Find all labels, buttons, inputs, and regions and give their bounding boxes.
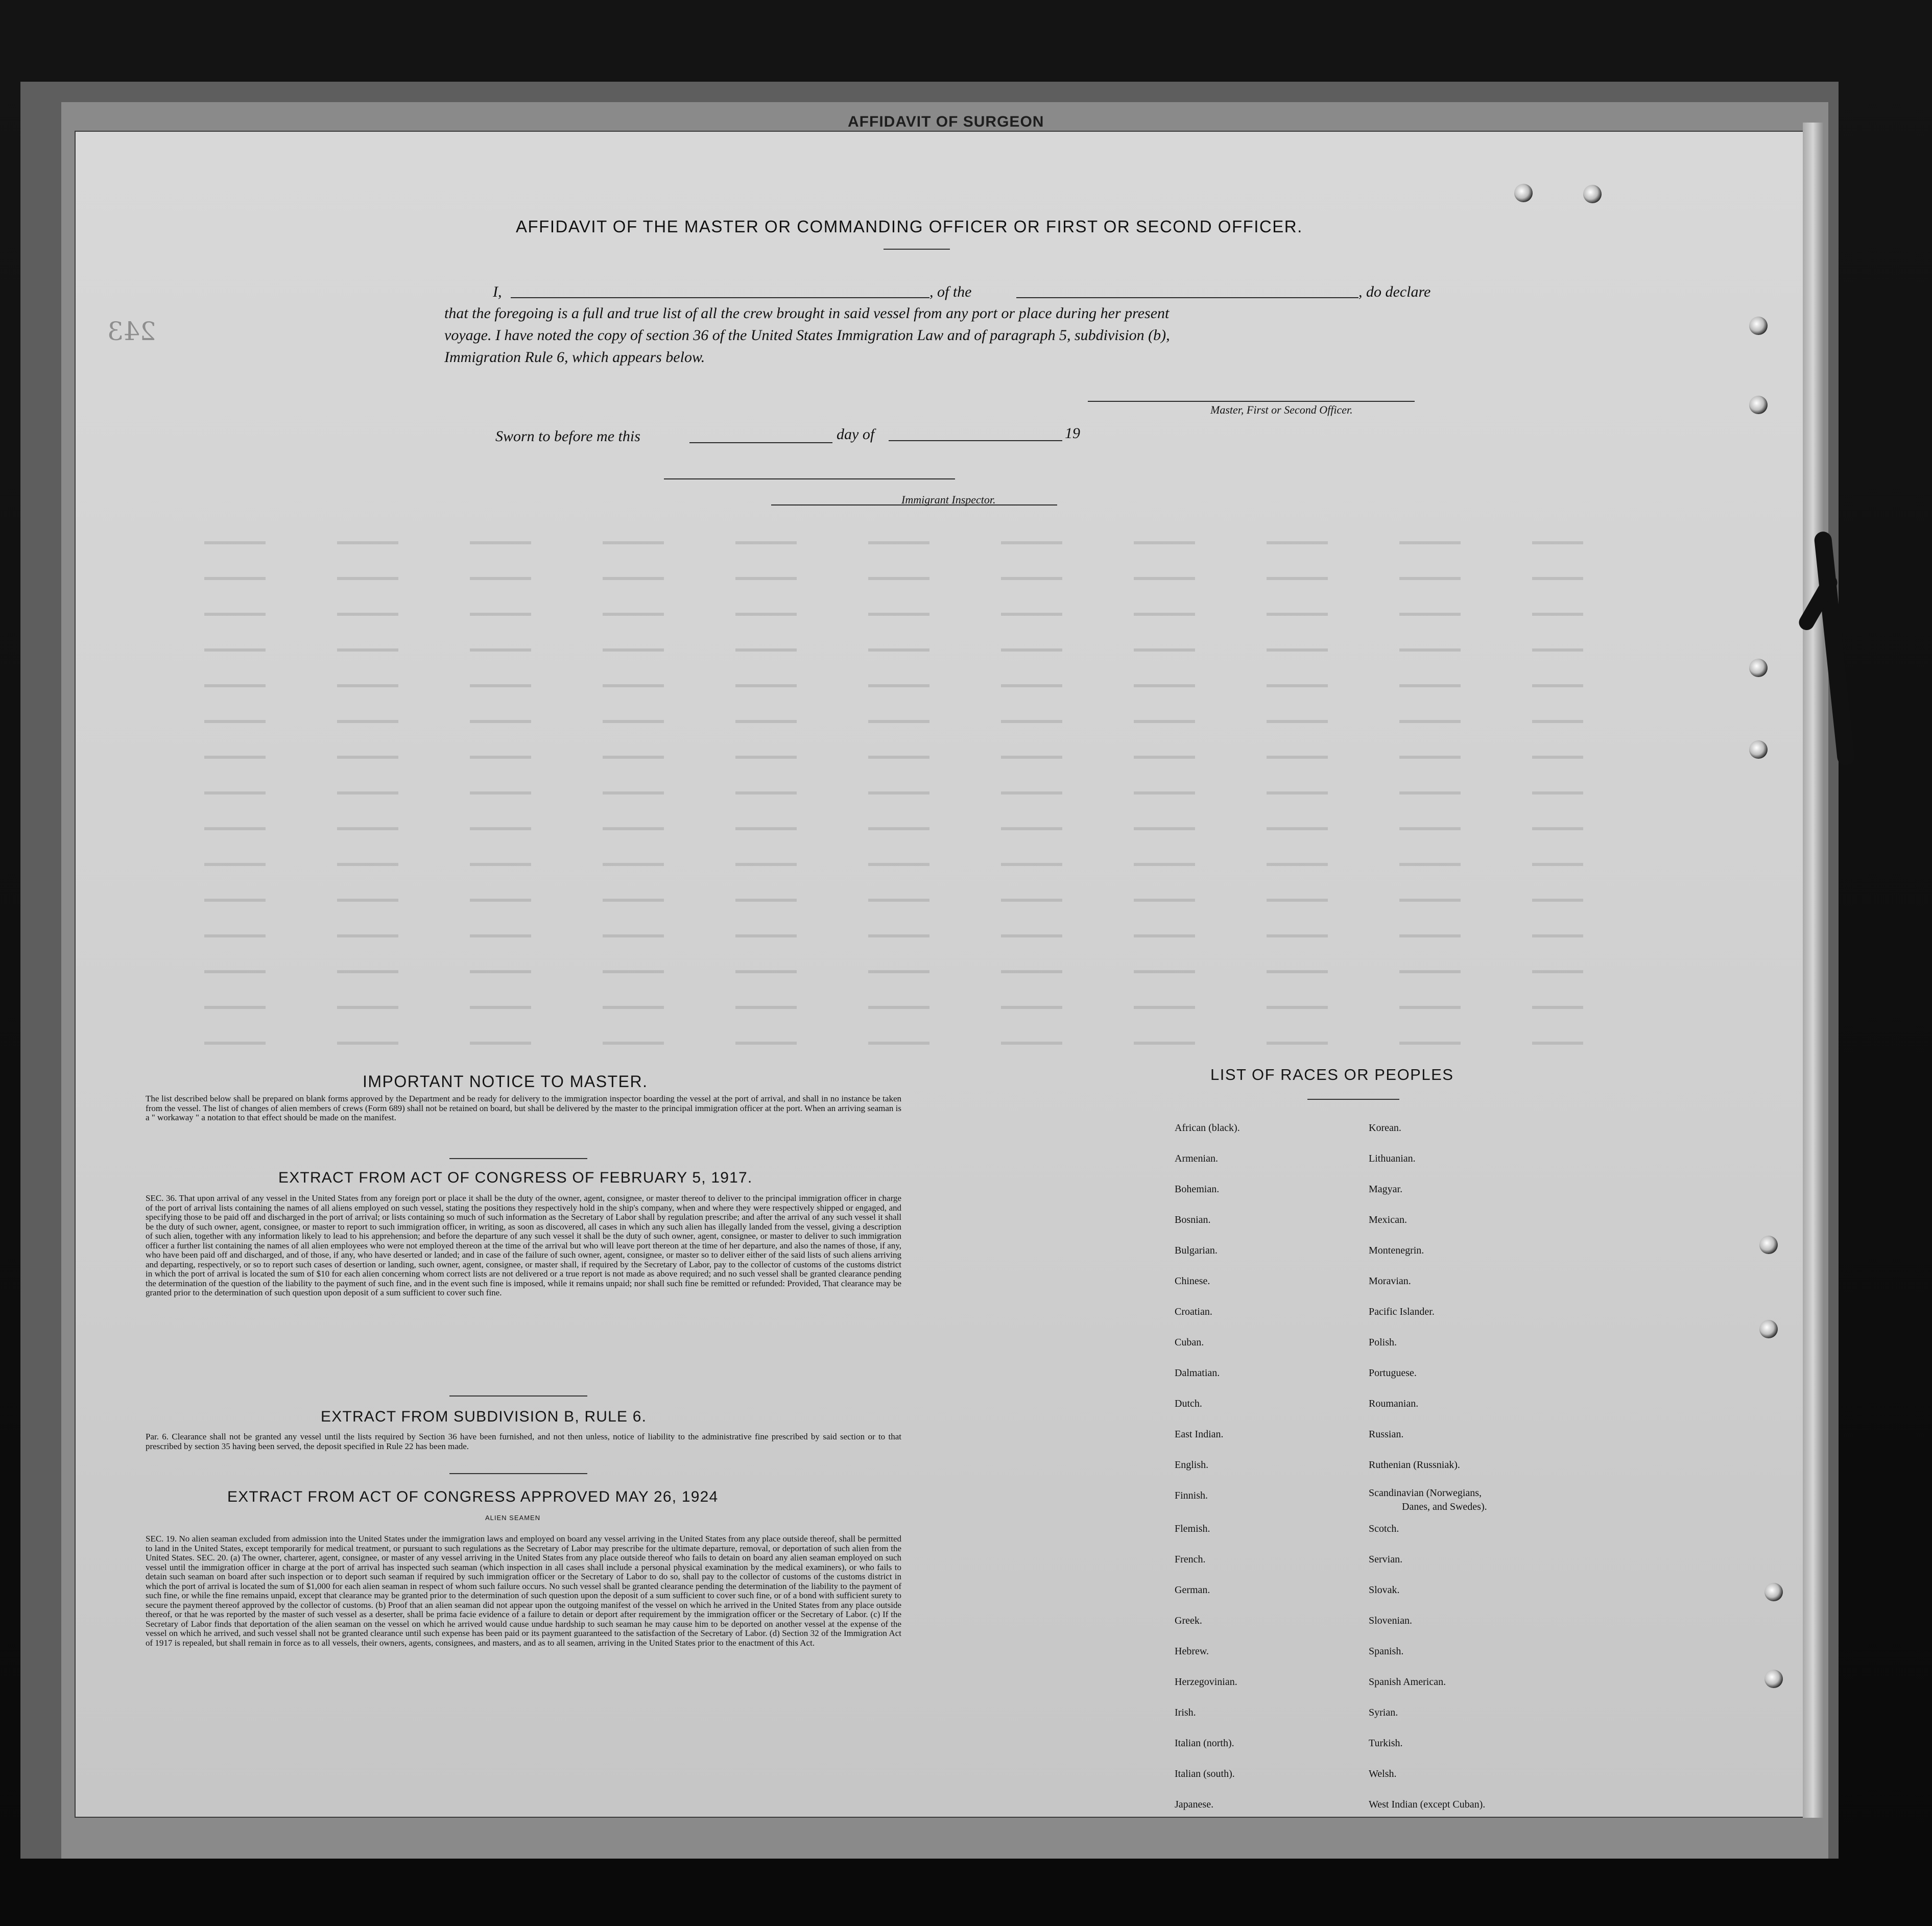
affidavit-title: AFFIDAVIT OF THE MASTER OR COMMANDING OFFICER OR FIRST OR SECOND OFFICER. bbox=[516, 217, 1303, 236]
declaration-line-2: that the foregoing is a full and true list of all the crew brought in said vessel from any port or place during her present bbox=[444, 305, 1170, 322]
race-item: Moravian. bbox=[1369, 1275, 1411, 1287]
race-item: Herzegovinian. bbox=[1175, 1676, 1237, 1688]
race-item: Welsh. bbox=[1369, 1768, 1397, 1779]
race-item: Armenian. bbox=[1175, 1153, 1218, 1164]
race-item: East Indian. bbox=[1175, 1429, 1224, 1440]
divider bbox=[449, 1473, 587, 1474]
name-blank bbox=[511, 297, 929, 298]
divider bbox=[449, 1395, 587, 1397]
race-item: Mexican. bbox=[1369, 1214, 1407, 1225]
punch-hole bbox=[1759, 1320, 1778, 1338]
race-item: Italian (south). bbox=[1175, 1768, 1235, 1779]
sworn-day-of: day of bbox=[837, 426, 875, 443]
extract-rule6-text: Par. 6. Clearance shall not be granted any vessel until the lists required by Section 36 have been furnished, and not then unless, notice of liability to the administrative fine prescribed by said section or to that prescribed by section 35 having been served, the deposit specified in Rule 22 has been made. bbox=[146, 1432, 901, 1451]
declaration-of-the: , of the bbox=[929, 283, 972, 300]
stamped-number: 243 bbox=[107, 317, 156, 346]
race-item: Greek. bbox=[1175, 1615, 1202, 1626]
race-item: Russian. bbox=[1369, 1429, 1404, 1440]
punch-hole bbox=[1514, 184, 1533, 202]
punch-hole bbox=[1759, 1236, 1778, 1254]
inspector-caption: Immigrant Inspector. bbox=[901, 493, 996, 506]
race-item: Bosnian. bbox=[1175, 1214, 1211, 1225]
race-item: Bohemian. bbox=[1175, 1184, 1220, 1195]
punch-hole bbox=[1583, 185, 1602, 203]
title-underline bbox=[884, 249, 950, 250]
punch-hole bbox=[1764, 1670, 1783, 1688]
race-item: Bulgarian. bbox=[1175, 1245, 1218, 1256]
divider bbox=[1307, 1099, 1399, 1100]
alien-seamen-subtitle: ALIEN SEAMEN bbox=[485, 1514, 541, 1522]
extract-rule6-title: EXTRACT FROM SUBDIVISION B, RULE 6. bbox=[321, 1408, 647, 1425]
race-item: English. bbox=[1175, 1459, 1209, 1471]
race-item: West Indian (except Cuban). bbox=[1369, 1799, 1486, 1810]
races-title: LIST OF RACES OR PEOPLES bbox=[1210, 1066, 1454, 1084]
extract-1924-text: SEC. 19. No alien seaman excluded from admission into the United States under the immigration laws and employed on board any vessel arriving in the United States from any place outside thereof, shall be permitted to land in the United States, except temporarily for medical treatment, or pursuant to such regulations as the Secretary of Labor may prescribe for the ultimate departure, removal, or deportation of such alien from the United States. SEC. 20. (a) The owner, charterer, agent, consignee, or master of any vessel arriving in the United States from any place outside thereof who fails to detain on board any alien seaman employed on such vessel until the immigration officer in charge at the port of arrival has inspected such seaman (which inspection in all cases shall include a personal physical examination by the medical examiners), or who fails to detain such seaman on board after such inspection or to deport such seaman if required by such immigration officer or the Secretary of Labor to do so, shall pay to the collector of customs of the customs district in which the port of arrival is located the sum of $1,000 for each alien seaman in respect of whom such failure occurs. No such vessel shall be granted clearance pending the determination of the liability to the payment of such fine, or while the fine remains unpaid, except that clearance may be granted prior to the determination of such question upon the deposit of a sum sufficient to cover such fine, or of a bond with sufficient surety to secure the payment thereof approved by the collector of customs. (b) Proof that an alien seaman did not appear upon the outgoing manifest of the vessel on which he arrived in the United States from any place outside thereof, or that he was reported by the master of such vessel as a deserter, shall be prima facie evidence of a failure to detain or deport after requirement by the immigration officer or the Secretary of Labor. (c) If the Secretary of Labor finds that deportation of the alien seaman on the vessel on which he arrived would cause undue hardship to such seaman he may cause him to be deported on another vessel at the expense of the vessel on which he arrived, and such vessel shall not be granted clearance until such expense has been paid or its payment guaranteed to the satisfaction of the Secretary of Labor. (d) Section 32 of the Immigration Act of 1917 is repealed, but shall remain in force as to all vessels, their owners, agents, consignees, and masters, and as to all seamen, arriving in the United States prior to the enactment of this Act. bbox=[146, 1534, 901, 1648]
extract-1917-title: EXTRACT FROM ACT OF CONGRESS OF FEBRUARY 5, 1917. bbox=[278, 1169, 753, 1186]
race-item: Scandinavian (Norwegians, bbox=[1369, 1487, 1482, 1499]
race-item: Ruthenian (Russniak). bbox=[1369, 1459, 1460, 1471]
race-item: Syrian. bbox=[1369, 1707, 1398, 1718]
race-item: French. bbox=[1175, 1554, 1206, 1565]
extract-1924-title: EXTRACT FROM ACT OF CONGRESS APPROVED MAY 26, 1924 bbox=[227, 1488, 719, 1505]
race-item: Montenegrin. bbox=[1369, 1245, 1424, 1256]
race-item: Magyar. bbox=[1369, 1184, 1403, 1195]
race-item: Scotch. bbox=[1369, 1523, 1399, 1534]
race-item: Dalmatian. bbox=[1175, 1367, 1220, 1379]
punch-hole bbox=[1764, 1583, 1783, 1601]
punch-hole bbox=[1749, 740, 1768, 759]
sworn-text: Sworn to before me this bbox=[495, 428, 640, 445]
race-item: Turkish. bbox=[1369, 1738, 1403, 1749]
race-item: German. bbox=[1175, 1584, 1210, 1596]
race-item: Croatian. bbox=[1175, 1306, 1212, 1317]
underlying-sheet-title: AFFIDAVIT OF SURGEON bbox=[848, 113, 1044, 130]
punch-hole bbox=[1749, 396, 1768, 414]
sworn-day-blank bbox=[689, 442, 832, 443]
divider bbox=[449, 1158, 587, 1159]
race-item: Cuban. bbox=[1175, 1337, 1204, 1348]
race-item: African (black). bbox=[1175, 1122, 1240, 1134]
race-item: Hebrew. bbox=[1175, 1646, 1209, 1657]
notice-text: The list described below shall be prepared on blank forms approved by the Department and be ready for delivery to the immigration inspector boarding the vessel at the port of arrival, and shall in no instance be taken from the vessel. The list of changes of alien members of crews (Form 689) shall not be retained on board, but shall be delivered by the master to the principal immigration officer at the port. When an arriving seaman is a " workaway " a notation to that effect should be made on the manifest. bbox=[146, 1094, 901, 1122]
declaration-declare: , do declare bbox=[1358, 283, 1431, 300]
race-item: Danes, and Swedes). bbox=[1402, 1501, 1487, 1512]
punch-hole bbox=[1749, 659, 1768, 677]
declaration-line-3: voyage. I have noted the copy of section 36 of the United States Immigration Law and of paragraph 5, subdivision (b), bbox=[444, 327, 1170, 344]
race-item: Polish. bbox=[1369, 1337, 1397, 1348]
sworn-month-blank bbox=[889, 440, 1062, 441]
race-item: Roumanian. bbox=[1369, 1398, 1419, 1409]
page-edge bbox=[1803, 123, 1823, 1818]
race-item: Flemish. bbox=[1175, 1523, 1210, 1534]
race-item: Pacific Islander. bbox=[1369, 1306, 1435, 1317]
race-item: Slovak. bbox=[1369, 1584, 1400, 1596]
race-item: Japanese. bbox=[1175, 1799, 1214, 1810]
declaration-line-4: Immigration Rule 6, which appears below. bbox=[444, 349, 705, 366]
race-item: Portuguese. bbox=[1369, 1367, 1417, 1379]
race-item: Korean. bbox=[1369, 1122, 1401, 1134]
vessel-blank bbox=[1016, 297, 1358, 298]
race-item: Spanish American. bbox=[1369, 1676, 1446, 1688]
extract-1917-text: SEC. 36. That upon arrival of any vessel in the United States from any foreign port or place it shall be the duty of the owner, agent, consignee, or master thereof to deliver to the principal immigration officer in charge of the port of arrival lists containing the names of all aliens employed on such vessel, stating the positions they respectively hold in the ship's company, when and where they were respectively shipped or engaged, and specifying those to be paid off and discharged in the port of arrival; or lists containing so much of such information as the Secretary of Labor shall by regulation prescribe; and after the arrival of any such vessel it shall be the duty of such owner, agent, consignee, or master to report to such immigration officer, in writing, as soon as discovered, all cases in which any such alien has illegally landed from the vessel, giving a description of such alien, together with any information likely to lead to his apprehension; and before the departure of any such vessel it shall be the duty of such owner, agent, consignee, or master to deliver to such immigration officer a further list containing the names of all alien employees who were not employed thereon at the time of the arrival but who will leave port thereon at the time of her departure, and also the names of those, if any, who have been paid off and discharged, and of those, if any, who have deserted or landed; and in case of the failure of such owner, agent, consignee, or master so to deliver either of the said lists of such aliens arriving and departing, respectively, or so to report such cases of desertion or landing, such owner, agent, consignee, or master shall, if required by the Secretary of Labor, pay to the collector of customs of the customs district in which the port of arrival is located the sum of $10 for each alien concerning whom correct lists are not delivered or a true report is not made as above required; and no such vessel shall be granted clearance pending the determination of the question of the liability to the payment of such fine, and in the event such fine is imposed, while it remains unpaid; nor shall such fine be remitted or refunded: Provided, That clearance may be granted prior to the determination of such question upon deposit of a sum sufficient to cover such fine. bbox=[146, 1193, 901, 1297]
race-item: Dutch. bbox=[1175, 1398, 1202, 1409]
race-item: Slovenian. bbox=[1369, 1615, 1412, 1626]
race-item: Irish. bbox=[1175, 1707, 1196, 1718]
race-item: Finnish. bbox=[1175, 1490, 1208, 1501]
master-signature-line bbox=[1088, 401, 1415, 402]
race-item: Chinese. bbox=[1175, 1275, 1210, 1287]
race-item: Spanish. bbox=[1369, 1646, 1404, 1657]
punch-hole bbox=[1749, 317, 1768, 335]
declaration-i: I, bbox=[493, 283, 502, 300]
race-item: Lithuanian. bbox=[1369, 1153, 1416, 1164]
race-item: Servian. bbox=[1369, 1554, 1403, 1565]
sworn-year: 19 bbox=[1065, 425, 1080, 442]
master-caption: Master, First or Second Officer. bbox=[1210, 403, 1353, 416]
notice-title: IMPORTANT NOTICE TO MASTER. bbox=[363, 1072, 648, 1091]
race-item: Italian (north). bbox=[1175, 1738, 1234, 1749]
inspector-line-short bbox=[664, 478, 955, 479]
